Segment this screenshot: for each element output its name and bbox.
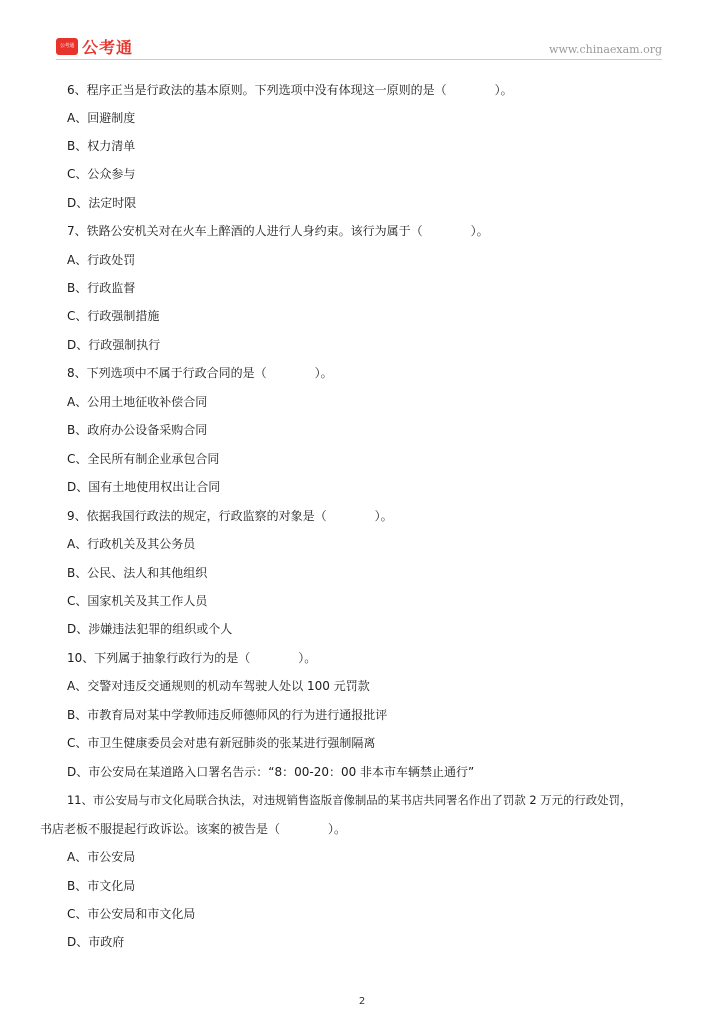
question-9-option-c: C、国家机关及其工作人员 xyxy=(67,594,208,608)
question-8-option-c: C、全民所有制企业承包合同 xyxy=(67,452,220,466)
question-7-option-b: B、行政监督 xyxy=(67,281,136,295)
logo-text: 公考通 xyxy=(82,38,134,57)
question-8-option-a: A、公用土地征收补偿合同 xyxy=(67,395,208,409)
question-11-option-b: B、市文化局 xyxy=(67,879,136,893)
question-7-stem: 7、铁路公安机关对在火车上醉酒的人进行人身约束。该行为属于（ ）。 xyxy=(67,224,489,238)
question-10-option-c: C、市卫生健康委员会对患有新冠肺炎的张某进行强制隔离 xyxy=(67,736,376,750)
question-7-option-c: C、行政强制措施 xyxy=(67,309,160,323)
question-7-option-a: A、行政处罚 xyxy=(67,253,136,267)
page-number: 2 xyxy=(358,996,366,1007)
question-11-stem-line-1: 11、市公安局与市文化局联合执法，对违规销售盗版音像制品的某书店共同署名作出了罚款 2 万元的行政处罚， xyxy=(67,793,632,807)
question-10-option-a: A、交警对违反交通规则的机动车驾驶人处以 100 元罚款 xyxy=(67,679,370,693)
question-11-stem-line-2: 书店老板不服提起行政诉讼。该案的被告是（ ）。 xyxy=(40,822,347,836)
question-11-option-a: A、市公安局 xyxy=(67,850,136,864)
question-11-option-c: C、市公安局和市文化局 xyxy=(67,907,196,921)
question-8-stem: 8、下列选项中不属于行政合同的是（ ）。 xyxy=(67,366,333,380)
question-11-option-d: D、市政府 xyxy=(67,935,125,949)
question-10-option-d: D、市公安局在某道路入口署名告示：“8：00-20：00 非本市车辆禁止通行” xyxy=(67,765,475,779)
question-8-option-d: D、国有土地使用权出让合同 xyxy=(67,480,221,494)
question-10-option-b: B、市教育局对某中学教师违反师德师风的行为进行通报批评 xyxy=(67,708,388,722)
question-6-option-a: A、回避制度 xyxy=(67,111,136,125)
question-6-option-d: D、法定时限 xyxy=(67,196,137,210)
question-9-option-b: B、公民、法人和其他组织 xyxy=(67,566,208,580)
question-6-stem: 6、程序正当是行政法的基本原则。下列选项中没有体现这一原则的是（ ）。 xyxy=(67,83,513,97)
question-6-option-c: C、公众参与 xyxy=(67,167,136,181)
question-9-option-a: A、行政机关及其公务员 xyxy=(67,537,196,551)
question-9-stem: 9、依据我国行政法的规定，行政监察的对象是（ ）。 xyxy=(67,509,393,523)
logo-badge-icon: 公考通 xyxy=(56,38,78,55)
question-10-stem: 10、下列属于抽象行政行为的是（ ）。 xyxy=(67,651,317,665)
question-7-option-d: D、行政强制执行 xyxy=(67,338,161,352)
site-url: www.chinaexam.org xyxy=(549,43,662,56)
question-9-option-d: D、涉嫌违法犯罪的组织或个人 xyxy=(67,622,233,636)
question-6-option-b: B、权力清单 xyxy=(67,139,136,153)
question-8-option-b: B、政府办公设备采购合同 xyxy=(67,423,208,437)
